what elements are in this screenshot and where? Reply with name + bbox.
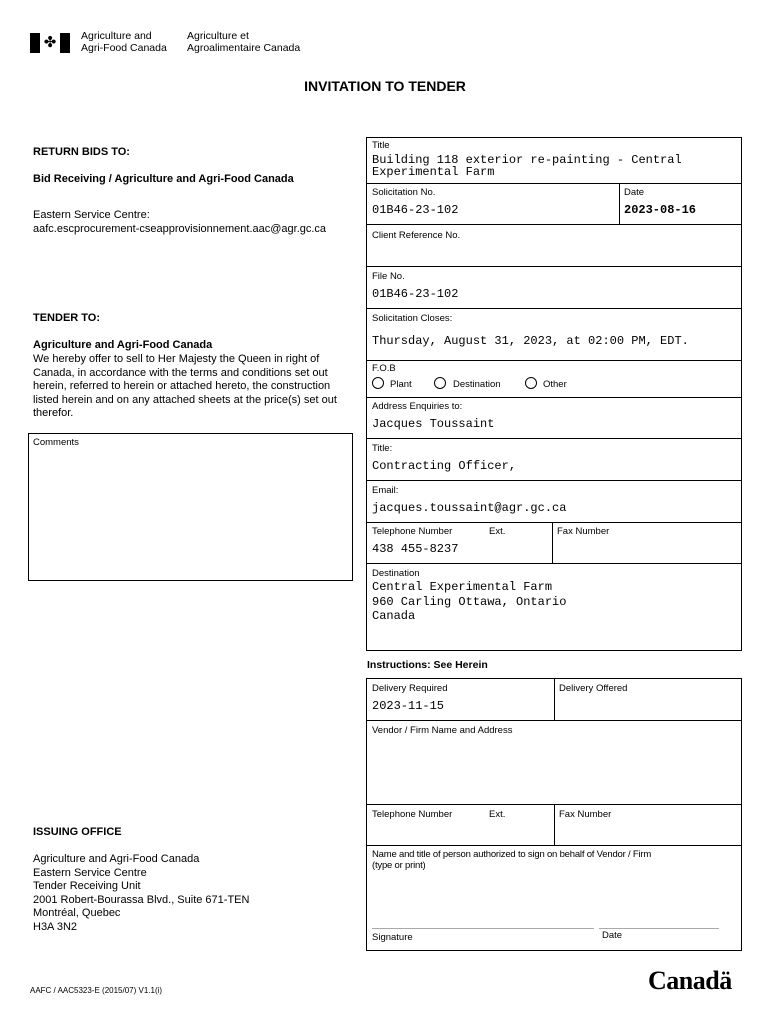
- fob-destination-label: Destination: [453, 379, 501, 390]
- vendor-form: [366, 678, 742, 951]
- delivery-required-label: Delivery Required: [372, 683, 448, 694]
- authorized-label-line: Name and title of person authorized to sign on behalf of Vendor / Firm: [372, 849, 652, 860]
- canada-flag-icon: [30, 33, 70, 53]
- delivery-offered-label: Delivery Offered: [559, 683, 628, 694]
- return-email-address: aafc.escprocurement-cseapprovisionnement.aac@agr.gc.ca: [33, 223, 327, 235]
- solicitation-no-label: Solicitation No.: [372, 187, 436, 198]
- offer-text-line: listed herein and on any attached sheets at the price(s) set out: [33, 393, 337, 406]
- fax-label: Fax Number: [557, 526, 610, 537]
- maple-leaf-icon: ✤: [43, 34, 57, 51]
- file-no-label: File No.: [372, 271, 405, 282]
- offer-text-line: therefor.: [33, 407, 74, 419]
- dept-en-line-1: Agriculture and: [81, 30, 152, 42]
- authorized-label-line: (type or print): [372, 860, 426, 871]
- comments-box[interactable]: [28, 433, 353, 581]
- offer-text-line: herein, referred to herein or attached hereto, the construction: [33, 380, 331, 392]
- solicitation-form: [366, 137, 742, 651]
- signature-label: Signature: [372, 932, 413, 943]
- vendor-name-label: Vendor / Firm Name and Address: [372, 725, 513, 736]
- issuing-line: Eastern Service Centre: [33, 866, 147, 879]
- offer-text-line: We hereby offer to sell to Her Majesty the Queen in right of: [33, 353, 320, 365]
- dept-fr-line-1: Agriculture et: [187, 30, 249, 42]
- dept-en-line-2: Agri-Food Canada: [81, 41, 167, 54]
- vendor-fax-label: Fax Number: [559, 809, 612, 820]
- issuing-line: Agriculture and Agri-Food Canada: [33, 853, 200, 865]
- client-reference-label: Client Reference No.: [372, 230, 461, 241]
- officer-title-value[interactable]: Contracting Officer,: [372, 459, 517, 473]
- authorized-person-label: [372, 849, 651, 871]
- dept-name-fr: [187, 31, 300, 54]
- title-value-line-2[interactable]: Experimental Farm: [372, 165, 495, 179]
- telephone-label: Telephone Number: [372, 526, 453, 537]
- return-bids-heading: RETURN BIDS TO:: [33, 146, 130, 158]
- comments-label: Comments: [33, 437, 79, 448]
- tender-to-heading: TENDER TO:: [33, 312, 101, 324]
- address-enquiries-value[interactable]: Jacques Toussaint: [372, 417, 495, 431]
- destination-line-3[interactable]: Canada: [372, 609, 416, 623]
- delivery-required-value[interactable]: 2023-11-15: [372, 699, 445, 713]
- dept-name-en: [81, 31, 167, 54]
- dept-fr-line-2: Agroalimentaire Canada: [187, 41, 301, 54]
- solicitation-no-value[interactable]: 01B46-23-102: [372, 203, 459, 217]
- fob-plant-label: Plant: [390, 379, 412, 390]
- vendor-telephone-label: Telephone Number: [372, 809, 453, 820]
- title-label: Title: [372, 140, 390, 151]
- email-label: Email:: [372, 485, 399, 496]
- canada-wordmark-logo: Canadä: [648, 966, 732, 995]
- date-value[interactable]: 2023-08-16: [624, 203, 697, 217]
- eastern-service-centre: Eastern Service Centre:: [33, 209, 150, 221]
- fob-destination-radio[interactable]: [434, 377, 446, 389]
- destination-label: Destination: [372, 568, 420, 579]
- form-code: AAFC / AAC5323-E (2015/07) V1.1(i): [30, 986, 163, 995]
- officer-title-label: Title:: [372, 443, 393, 454]
- address-enquiries-label: Address Enquiries to:: [372, 401, 463, 412]
- issuing-line: Montréal, Quebec: [33, 907, 121, 919]
- tender-to-org: Agriculture and Agri-Food Canada: [33, 339, 213, 351]
- signature-date-line[interactable]: [599, 928, 719, 929]
- signature-line[interactable]: [372, 928, 594, 929]
- fob-other-label: Other: [543, 379, 567, 390]
- fob-other-radio[interactable]: [525, 377, 537, 389]
- vendor-ext-label: Ext.: [489, 809, 506, 820]
- bid-receiving: Bid Receiving / Agriculture and Agri-Food Canada: [33, 173, 294, 185]
- signature-date-label: Date: [602, 930, 623, 941]
- fob-plant-radio[interactable]: [372, 377, 384, 389]
- telephone-value[interactable]: 438 455-8237: [372, 542, 459, 556]
- solicitation-closes-value[interactable]: Thursday, August 31, 2023, at 02:00 PM, EDT.: [372, 334, 689, 348]
- ext-label: Ext.: [489, 526, 506, 537]
- issuing-line: H3A 3N2: [33, 920, 78, 933]
- offer-text-line: Canada, in accordance with the terms and conditions set out: [33, 366, 328, 379]
- issuing-line: Tender Receiving Unit: [33, 880, 141, 892]
- issuing-office-address: [33, 853, 249, 934]
- title-value-line-1[interactable]: Building 118 exterior re-painting - Central: [372, 153, 682, 167]
- destination-line-2[interactable]: 960 Carling Ottawa, Ontario: [372, 595, 567, 609]
- instructions-text: Instructions: See Herein: [367, 659, 488, 671]
- document-title: INVITATION TO TENDER: [304, 78, 466, 94]
- issuing-line: 2001 Robert-Bourassa Blvd., Suite 671-TEN: [33, 893, 250, 906]
- fob-label: F.O.B: [372, 363, 396, 374]
- offer-text: [33, 353, 353, 421]
- solicitation-closes-label: Solicitation Closes:: [372, 313, 453, 324]
- file-no-value[interactable]: 01B46-23-102: [372, 287, 459, 301]
- issuing-office-heading: ISSUING OFFICE: [33, 826, 122, 838]
- email-value[interactable]: jacques.toussaint@agr.gc.ca: [372, 501, 567, 515]
- date-label: Date: [624, 187, 645, 198]
- destination-line-1[interactable]: Central Experimental Farm: [372, 580, 553, 594]
